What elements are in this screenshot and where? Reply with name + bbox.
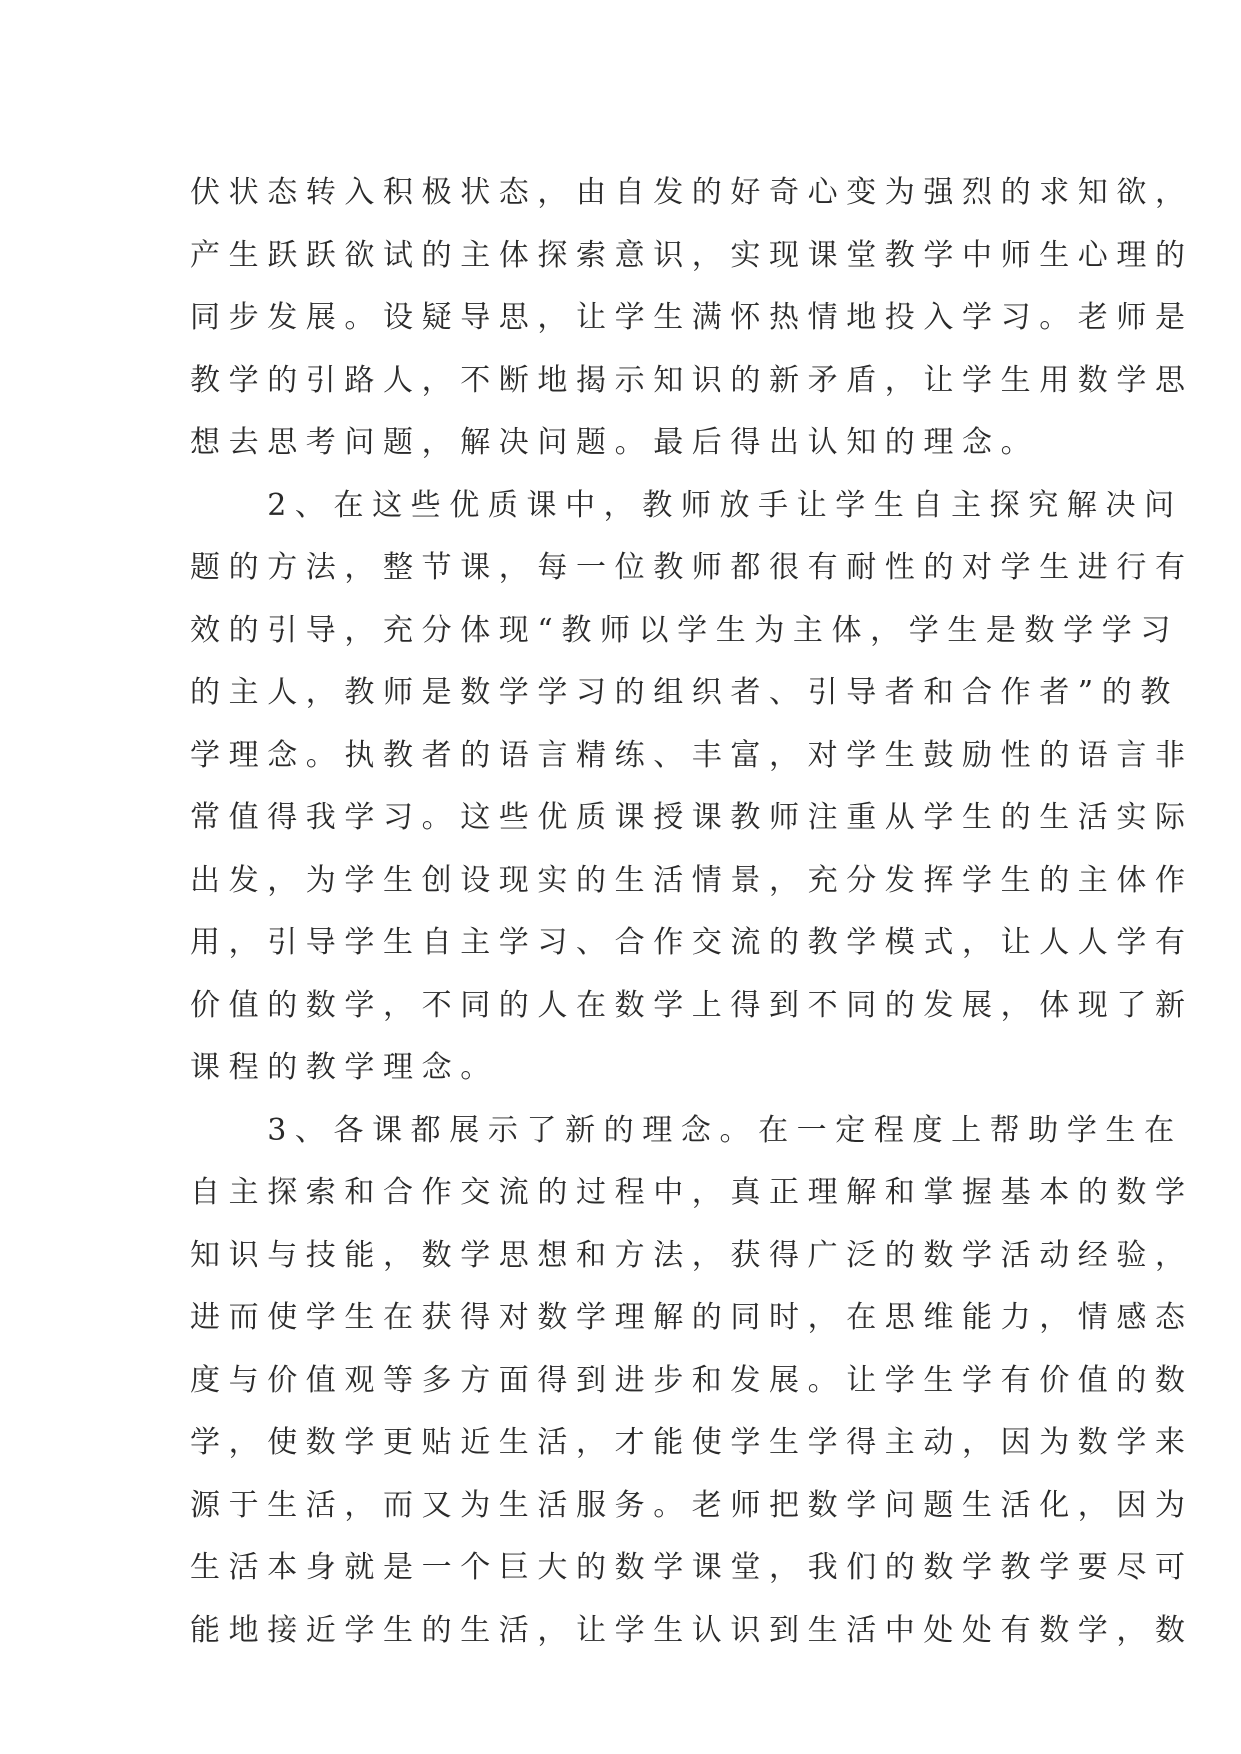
text-line: 生活本身就是一个巨大的数学课堂，我们的数学教学要尽可 <box>190 1550 1194 1585</box>
text-line: 价值的数学，不同的人在数学上得到不同的发展，体现了新 <box>190 987 1194 1023</box>
text-line: 教学的引路人，不断地揭示知识的新矛盾，让学生用数学思 <box>190 362 1194 398</box>
text-line: 题的方法，整节课，每一位教师都很有耐性的对学生进行有 <box>190 550 1194 585</box>
text-line: 进而使学生在获得对数学理解的同时，在思维能力，情感态 <box>190 1300 1194 1335</box>
text-line: 课程的教学理念。 <box>190 1050 499 1085</box>
paragraph-3-first-line: 3、各课都展示了新的理念。在一定程度上帮助学生在 <box>190 1112 1183 1148</box>
text-line: 伏状态转入积极状态，由自发的好奇心变为强烈的求知欲， <box>190 175 1194 210</box>
text-line: 用，引导学生自主学习、合作交流的教学模式，让人人学有 <box>190 925 1194 960</box>
text-line: 学理念。执教者的语言精练、丰富，对学生鼓励性的语言非 <box>190 737 1194 773</box>
text-line: 自主探索和合作交流的过程中，真正理解和掌握基本的数学 <box>190 1175 1194 1210</box>
text-line: 常值得我学习。这些优质课授课教师注重从学生的生活实际 <box>190 800 1194 835</box>
text-line: 出发，为学生创设现实的生活情景，充分发挥学生的主体作 <box>190 862 1194 898</box>
text-line: 知识与技能，数学思想和方法，获得广泛的数学活动经验， <box>190 1237 1194 1273</box>
body-text <box>190 162 1194 1662</box>
text-line: 产生跃跃欲试的主体探索意识，实现课堂教学中师生心理的 <box>190 237 1194 273</box>
text-line: 想去思考问题，解决问题。最后得出认知的理念。 <box>190 425 1040 460</box>
text-line: 效的引导，充分体现“教师以学生为主体，学生是数学学习 <box>190 612 1179 648</box>
text-line: 的主人，教师是数学学习的组织者、引导者和合作者”的教 <box>190 675 1179 710</box>
paragraph-2-first-line: 2、在这些优质课中，教师放手让学生自主探究解决问 <box>190 487 1183 523</box>
text-line: 度与价值观等多方面得到进步和发展。让学生学有价值的数 <box>190 1362 1194 1398</box>
text-line: 源于生活，而又为生活服务。老师把数学问题生活化，因为 <box>190 1487 1194 1523</box>
text-line: 学，使数学更贴近生活，才能使学生学得主动，因为数学来 <box>190 1425 1194 1460</box>
text-line: 能地接近学生的生活，让学生认识到生活中处处有数学，数 <box>190 1612 1194 1648</box>
text-line: 同步发展。设疑导思，让学生满怀热情地投入学习。老师是 <box>190 300 1194 335</box>
